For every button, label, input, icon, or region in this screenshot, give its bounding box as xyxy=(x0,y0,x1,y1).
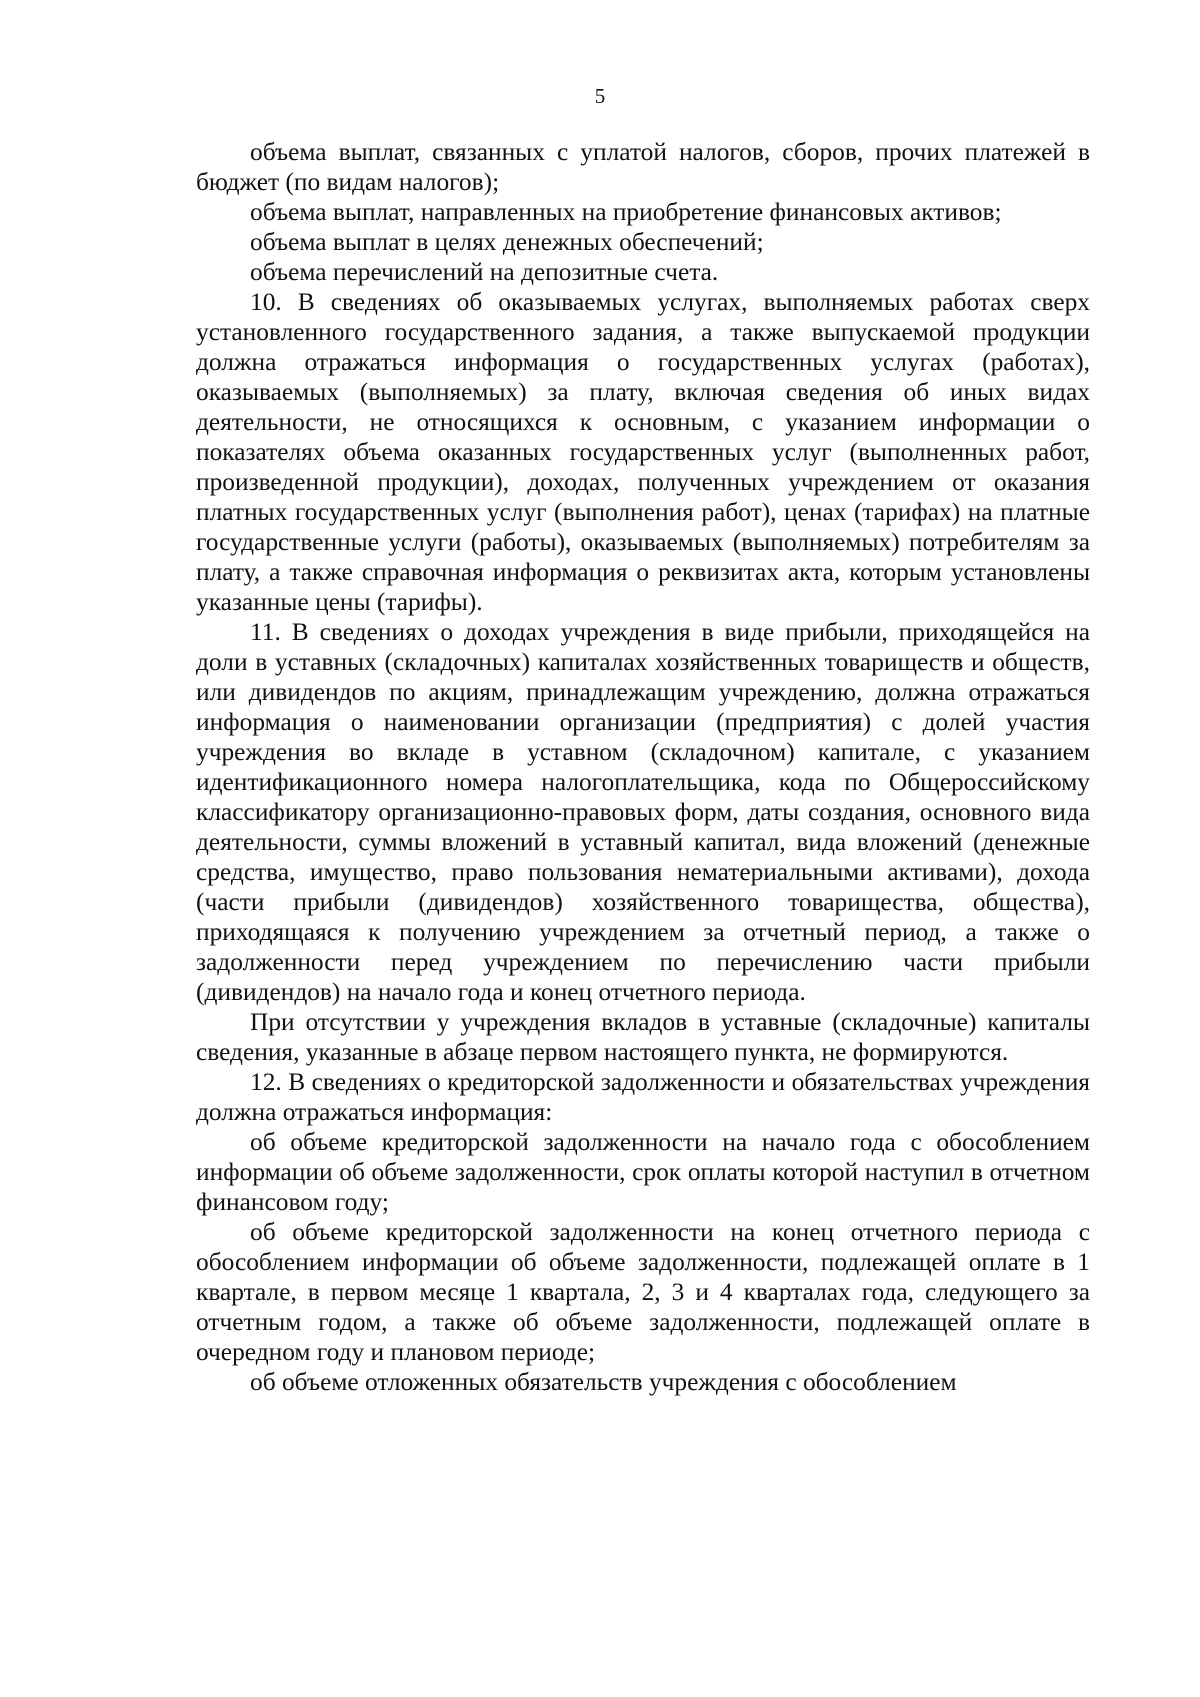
paragraph: объема выплат, направленных на приобретение финансовых активов; xyxy=(250,198,1002,226)
paragraph: объема выплат в целях денежных обеспечений; xyxy=(250,228,764,256)
page-number: 5 xyxy=(594,84,606,108)
paragraph: объема выплат, связанных с уплатой налогов, сборов, прочих платежей в бюджет (по видам налогов); xyxy=(196,138,1090,196)
paragraph: об объеме кредиторской задолженности на начало года с обособлением информации об объеме задолженности, срок оплаты которой наступил в отчетном финансовом году; xyxy=(196,1128,1090,1216)
paragraph: 11. В сведениях о доходах учреждения в виде прибыли, приходящейся на доли в уставных (складочных) капиталах хозяйственных товариществ и обществ, или дивидендов по акциям, принадлежащим учреждению, должна отражаться информация о наименовании организации (предприятия) с долей участия учреждения во вкладе в уставном (складочном) капитале, с указанием идентификационного номера налогоплательщика, кода по Общероссийскому классификатору организационно-правовых форм, даты создания, основного вида деятельности, суммы вложений в уставный капитал, вида вложений (денежные средства, имущество, право пользования нематериальными активами), дохода (части прибыли (дивидендов) хозяйственного товарищества, общества), приходящаяся к получению учреждением за отчетный период, а также о задолженности перед учреждением по перечислению части прибыли (дивидендов) на начало года и конец отчетного периода. xyxy=(196,618,1090,1006)
paragraph: При отсутствии у учреждения вкладов в уставные (складочные) капиталы сведения, указанные в абзаце первом настоящего пункта, не формируются. xyxy=(196,1008,1090,1066)
paragraph: об объеме отложенных обязательств учреждения с обособлением xyxy=(250,1368,957,1396)
paragraph: 12. В сведениях о кредиторской задолженности и обязательствах учреждения должна отражаться информация: xyxy=(196,1068,1090,1126)
document-body xyxy=(196,137,1090,1397)
paragraph: объема перечислений на депозитные счета. xyxy=(250,258,719,286)
paragraph: об объеме кредиторской задолженности на конец отчетного периода с обособлением информации об объеме задолженности, подлежащей оплате в 1 квартале, в первом месяце 1 квартала, 2, 3 и 4 кварталах года, следующего за отчетным годом, а также об объеме задолженности, подлежащей оплате в очередном году и плановом периоде; xyxy=(196,1218,1090,1366)
paragraph: 10. В сведениях об оказываемых услугах, выполняемых работах сверх установленного государственного задания, а также выпускаемой продукции должна отражаться информация о государственных услугах (работах), оказываемых (выполняемых) за плату, включая сведения об иных видах деятельности, не относящихся к основным, с указанием информации о показателях объема оказанных государственных услуг (выполненных работ, произведенной продукции), доходах, полученных учреждением от оказания платных государственных услуг (выполнения работ), ценах (тарифах) на платные государственные услуги (работы), оказываемых (выполняемых) потребителям за плату, а также справочная информация о реквизитах акта, которым установлены указанные цены (тарифы). xyxy=(196,288,1090,616)
